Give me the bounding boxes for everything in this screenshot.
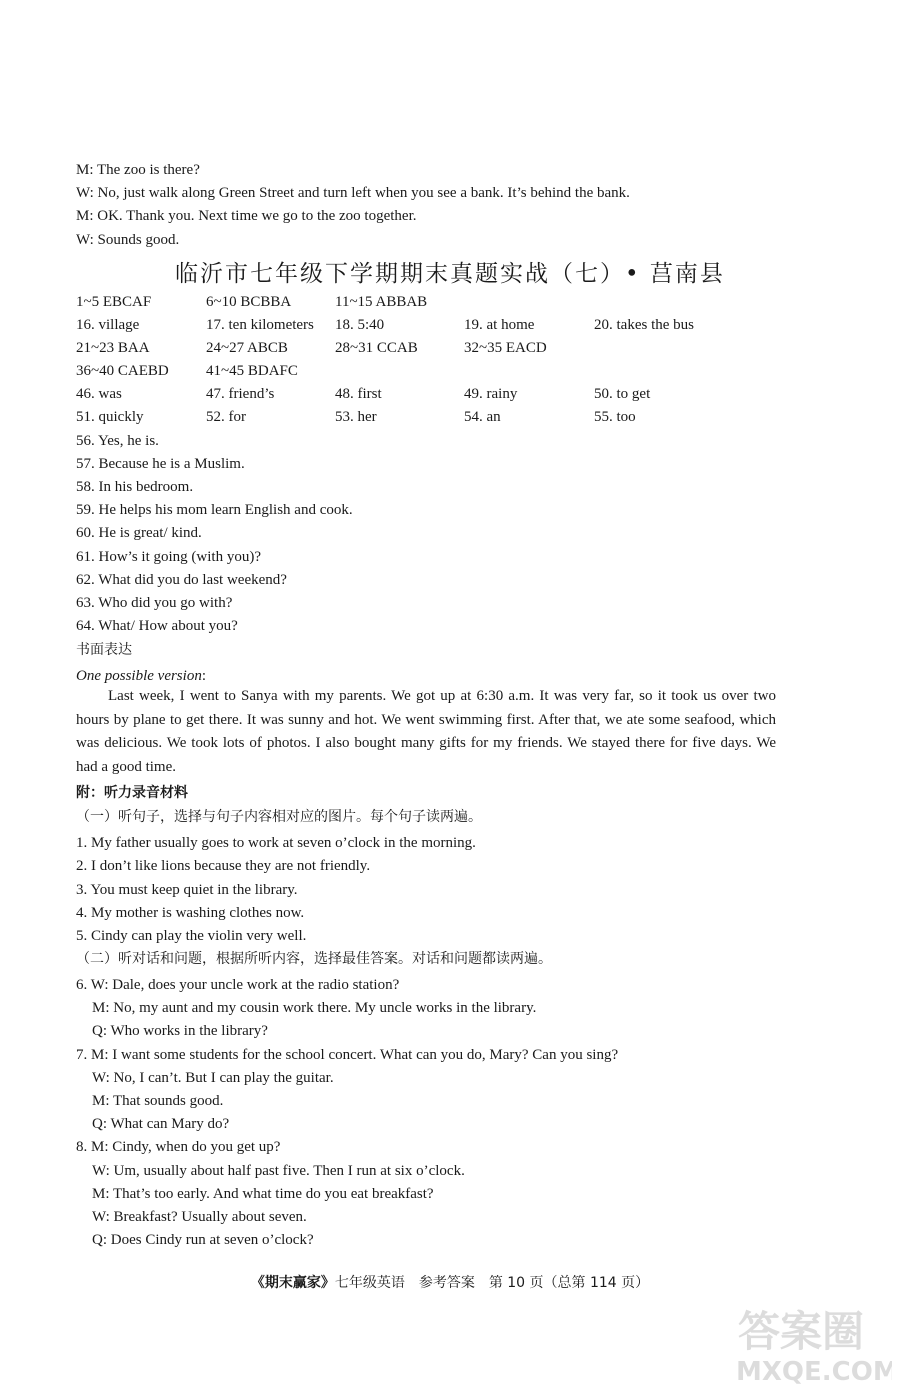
answer-cell: 48. first — [335, 386, 382, 402]
dialogue-line: Q: What can Mary do? — [92, 1116, 230, 1133]
dialogue-line: M: That sounds good. — [92, 1093, 224, 1109]
short-answer: 59. He helps his mom learn English and cook. — [76, 502, 353, 519]
answer-cell: 24~27 ABCB — [206, 340, 288, 356]
dialogue-line: M: That’s too early. And what time do you eat breakfast? — [92, 1185, 434, 1202]
answer-cell: 47. friend’s — [206, 386, 275, 402]
answer-cell: 52. for — [206, 409, 246, 425]
short-answer: 58. In his bedroom. — [76, 479, 194, 496]
answer-cell: 54. an — [464, 409, 501, 425]
dialogue-line: M: OK. Thank you. Next time we go to the zoo together. — [76, 208, 417, 224]
answer-cell: 6~10 BCBBA — [206, 294, 292, 310]
footer-page-info: 七年级英语 参考答案 第 10 页（总第 114 页） — [334, 1275, 650, 1291]
watermark-text-en: MXQE.COM — [736, 1357, 892, 1386]
version-label-text: One possible version — [76, 668, 202, 684]
answer-cell: 46. was — [76, 386, 122, 402]
listening-sentence: 3. You must keep quiet in the library. — [76, 881, 298, 898]
writing-heading: 书面表达 — [76, 642, 132, 658]
dialogue-line: Q: Does Cindy run at seven o’clock? — [92, 1232, 314, 1249]
answer-cell: 55. too — [594, 409, 636, 425]
version-label — [76, 666, 206, 686]
answer-cell: 28~31 CCAB — [335, 340, 418, 356]
answer-cell: 51. quickly — [76, 409, 144, 425]
answer-cell: 11~15 ABBAB — [335, 294, 428, 310]
dialogue-line: M: The zoo is there? — [76, 162, 200, 178]
dialogue-line: W: No, I can’t. But I can play the guitar. — [92, 1069, 334, 1086]
listening-sentence: 4. My mother is washing clothes now. — [76, 904, 305, 921]
answer-cell: 53. her — [335, 409, 377, 425]
answer-cell: 49. rainy — [464, 386, 518, 402]
dialogue-line: W: Um, usually about half past five. Then I run at six o’clock. — [92, 1162, 465, 1179]
short-answer: 63. Who did you go with? — [76, 594, 233, 611]
watermark-text-cn: 答案圈 — [738, 1307, 865, 1356]
essay-paragraph: Last week, I went to Sanya with my parents. We got up at 6:30 a.m. It was very far, so it took us over two hours by plane to get there. It was sunny and hot. We went swimming first. After that, we ate some seafood, which was delicious. We took lots of photos. I also bought many gifts for my friends. We stayed there for five days. We had a good time. — [76, 688, 776, 775]
dialogue-line: 8. M: Cindy, when do you get up? — [76, 1139, 281, 1156]
listening-sentence: 2. I don’t like lions because they are not friendly. — [76, 858, 371, 875]
listening-sentence: 1. My father usually goes to work at seven o’clock in the morning. — [76, 835, 476, 851]
answer-cell: 16. village — [76, 317, 140, 333]
short-answer: 57. Because he is a Muslim. — [76, 456, 245, 473]
watermark-logo — [732, 1298, 892, 1386]
dialogue-line: Q: Who works in the library? — [92, 1023, 268, 1040]
dialogue-line: W: Sounds good. — [76, 232, 180, 248]
dialogue-line: W: No, just walk along Green Street and turn left when you see a bank. It’s behind the bank. — [76, 185, 630, 201]
dialogue-line: W: Breakfast? Usually about seven. — [92, 1209, 307, 1225]
listening-sentence: 5. Cindy can play the violin very well. — [76, 928, 307, 945]
page-footer — [0, 1272, 900, 1292]
short-answer: 62. What did you do last weekend? — [76, 571, 287, 588]
answer-cell: 36~40 CAEBD — [76, 363, 169, 379]
short-answer: 56. Yes, he is. — [76, 433, 159, 449]
answer-cell: 20. takes the bus — [594, 317, 694, 333]
dialogue-line: 6. W: Dale, does your uncle work at the radio station? — [76, 977, 400, 993]
answer-cell: 17. ten kilometers — [206, 317, 314, 333]
answer-cell: 41~45 BDAFC — [206, 363, 298, 379]
short-answer: 64. What/ How about you? — [76, 617, 238, 634]
answer-cell: 1~5 EBCAF — [76, 294, 152, 310]
answer-cell: 32~35 EACD — [464, 340, 547, 356]
dialogue-line: 7. M: I want some students for the school concert. What can you do, Mary? Can you sing? — [76, 1046, 619, 1063]
short-answer: 61. How’s it going (with you)? — [76, 548, 261, 565]
answer-cell: 19. at home — [464, 317, 535, 333]
answer-cell: 18. 5:40 — [335, 317, 385, 333]
short-answer: 60. He is great/ kind. — [76, 525, 202, 542]
part1-instruction: （一）听句子，选择与句子内容相对应的图片。每个句子读两遍。 — [76, 809, 482, 825]
footer-book-title: 《期末赢家》 — [250, 1275, 335, 1291]
answer-cell: 50. to get — [594, 386, 651, 402]
answer-cell: 21~23 BAA — [76, 340, 150, 356]
appendix-heading: 附：听力录音材料 — [76, 785, 188, 801]
part2-instruction: （二）听对话和问题，根据所听内容，选择最佳答案。对话和问题都读两遍。 — [76, 951, 552, 967]
section-title: 临沂市七年级下学期期末真题实战（七）• 莒南县 — [175, 261, 725, 287]
version-label-colon: : — [201, 668, 206, 684]
dialogue-line: M: No, my aunt and my cousin work there. My uncle works in the library. — [92, 1000, 537, 1017]
